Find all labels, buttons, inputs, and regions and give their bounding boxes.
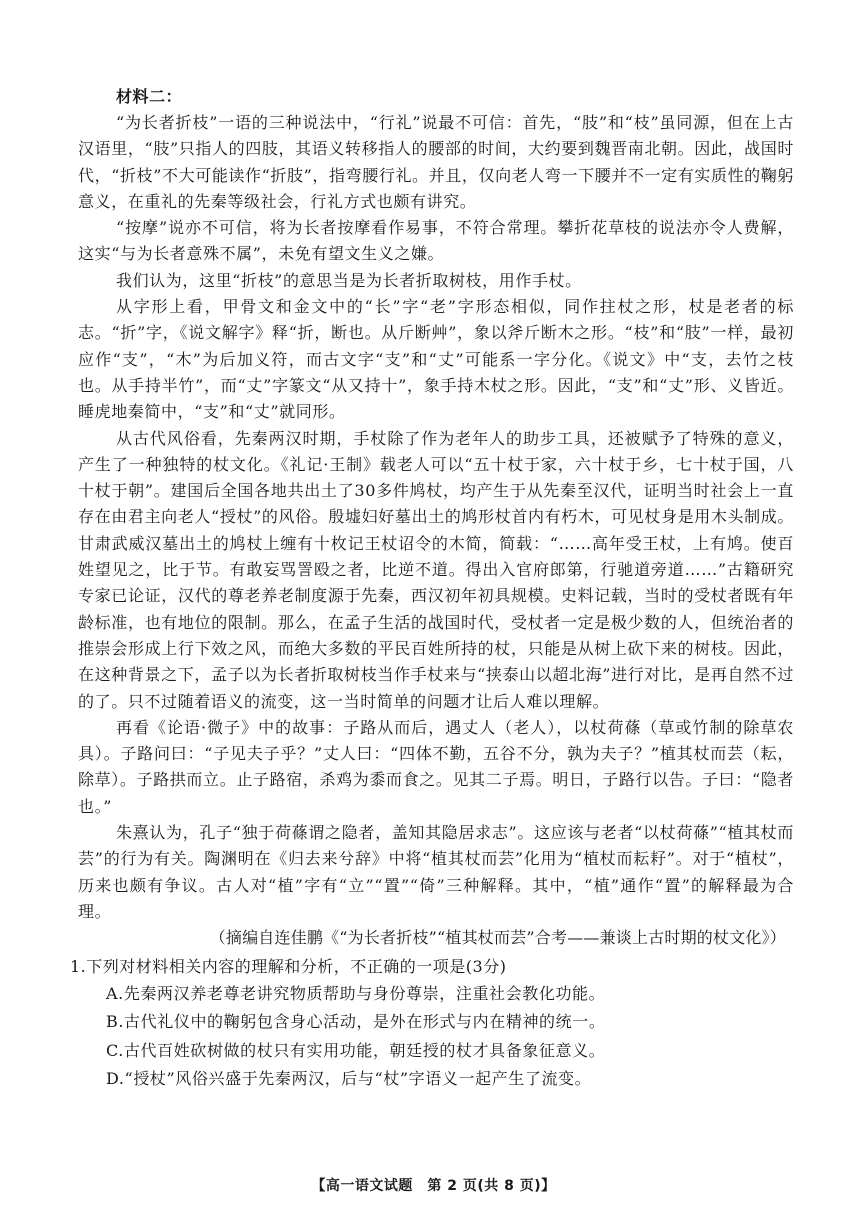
paragraph: 我们认为，这里“折枝”的意思当是为长者折取树枝，用作手杖。 <box>116 270 582 290</box>
page-content <box>70 84 794 1094</box>
paragraph: 再看《论语·微子》中的故事：子路从而后，遇丈人（老人），以杖荷蓧（草或竹制的除草农具）。子路问曰：“子见夫子乎？”丈人曰：“四体不勤，五谷不分，孰为夫子？”植其杖而芸（耘，除草）。子路拱而立。止子路宿，杀鸡为黍而食之。见其二子焉。明日，子路行以告。子曰：“隐者也。” <box>78 717 794 816</box>
source-citation: （摘编自连佳鹏《“为长者折枝”“植其杖而芸”合考——兼谈上古时期的杖文化》） <box>209 928 786 948</box>
question-stem: 1.下列对材料相关内容的理解和分析，不正确的一项是(3分) <box>70 956 507 976</box>
paragraph: 从古代风俗看，先秦两汉时期，手杖除了作为老年人的助步工具，还被赋予了特殊的意义，产生了一种独特的杖文化。《礼记·王制》载老人可以“五十杖于家，六十杖于乡，七十杖于国，八十杖于朝”。建国后全国各地共出土了30多件鸠杖，均产生于从先秦至汉代，证明当时社会上一直存在由君主向老人“授杖”的风俗。殷墟妇好墓出土的鸠形杖首内有朽木，可见杖身是用木头制成。甘肃武威汉墓出土的鸠杖上缠有十枚记王杖诏令的木简，简载：“……高年受王杖，上有鸠。使百姓望见之，比于节。有敢妄骂詈殴之者，比逆不道。得出入官府郎第，行驰道旁道……”古籍研究专家已论证，汉代的尊老养老制度源于先秦，西汉初年初具规模。史料记载，当时的受杖者既有年龄标准，也有地位的限制。那么，在孟子生活的战国时代，受杖者一定是极少数的人，但统治者的推崇会形成上行下效之风，而绝大多数的平民百姓所持的杖，只能是从树上砍下来的树枝。因此，在这种背景之下，孟子以为长者折取树枝当作手杖来与“挟泰山以超北海”进行对比，是再自然不过的了。只不过随着语义的流变，这一当时简单的问题才让后人难以理解。 <box>78 428 794 711</box>
material-heading: 材料二： <box>116 87 183 106</box>
paragraph: “按摩”说亦不可信，将为长者按摩看作易事，不符合常理。攀折花草枝的说法亦令人费解，这实“与为长者意殊不属”，未免有望文生义之嫌。 <box>78 218 794 264</box>
option-c: C.古代百姓砍树做的杖只有实用功能，朝廷授的杖才具备象征意义。 <box>106 1040 606 1060</box>
question-block <box>70 953 794 1094</box>
option-b: B.古代礼仪中的鞠躬包含身心活动，是外在形式与内在精神的统一。 <box>106 1012 606 1031</box>
paragraph: 朱熹认为，孔子“独于荷蓧谓之隐者，盖知其隐居求志”。这应该与老者“以杖荷蓧”“植其杖而芸”的行为有关。陶渊明在《归去来兮辞》中将“植其杖而芸”化用为“植杖而耘耔”。对于“植杖”，历来也颇有争议。古人对“植”字有“立”“置”“倚”三种解释。其中，“植”通作“置”的解释最为合理。 <box>78 823 794 921</box>
paragraph: “为长者折枝”一语的三种说法中，“行礼”说最不可信：首先，“肢”和“枝”虽同源，但在上古汉语里，“肢”只指人的四肢，其语义转移指人的腰部的时间，大约要到魏晋南北朝。因此，战国时代，“折枝”不大可能读作“折肢”，指弯腰行礼。并且，仅向老人弯一下腰并不一定有实质性的鞠躬意义，在重礼的先秦等级社会，行礼方式也颇有讲究。 <box>78 113 794 211</box>
paragraph: 从字形上看，甲骨文和金文中的“长”字“老”字形态相似，同作拄杖之形，杖是老者的标志。“折”字，《说文解字》释“折，断也。从斤断艸”，象以斧斤断木之形。“枝”和“肢”一样，最初应作“支”，“木”为后加义符，而古文字“支”和“丈”可能系一字分化。《说文》中“支，去竹之枝也。从手持半竹”，而“丈”字篆文“从又持十”，象手持木杖之形。因此，“支”和“丈”形、义皆近。睡虎地秦简中，“支”和“丈”就同形。 <box>78 297 794 422</box>
page-footer: 【高一语文试题 第 2 页(共 8 页)】 <box>311 1178 556 1194</box>
option-a: A.先秦两汉养老尊老讲究物质帮助与身份尊崇，注重社会教化功能。 <box>106 983 606 1003</box>
option-d: D.“授杖”风俗兴盛于先秦两汉，后与“杖”字语义一起产生了流变。 <box>106 1069 592 1088</box>
